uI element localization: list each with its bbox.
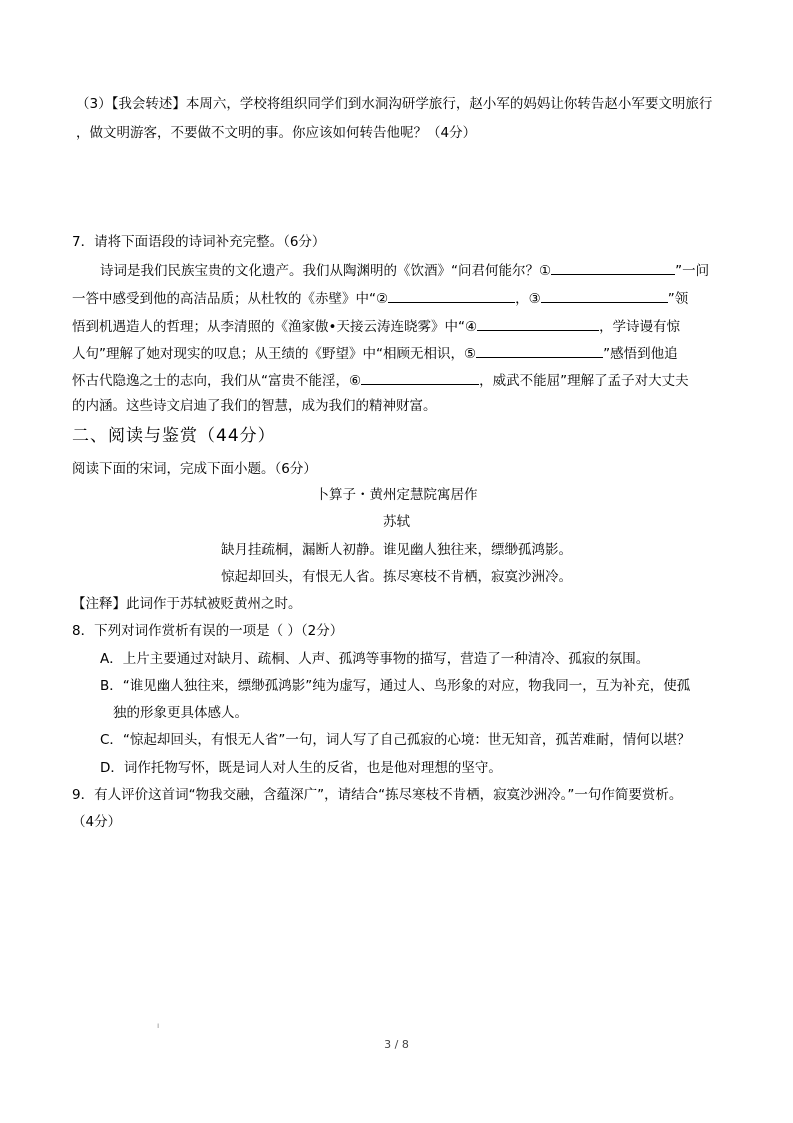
q7-text: ，学诗谩有惊 <box>599 319 681 335</box>
answer-blank-5[interactable] <box>476 343 603 358</box>
answer-blank-4[interactable] <box>477 316 599 331</box>
margin-mark: ı <box>157 1021 160 1030</box>
q8-option-c[interactable]: C．“惊起却回头，有恨无人省”一句，词人写了自己孤寂的心境：世无知音，孤苦难耐，情何以堪？ <box>100 732 691 748</box>
q8-option-b-continued: 独的形象更具体感人。 <box>113 705 248 721</box>
q7-heading: 7．请将下面语段的诗词补充完整。（6分） <box>72 234 326 250</box>
poem-intro: 阅读下面的宋词，完成下面小题。（6分） <box>72 461 317 477</box>
answer-blank-2[interactable] <box>388 288 515 303</box>
answer-blank-1[interactable] <box>551 260 675 275</box>
q7-paragraph-line-1 <box>100 260 709 280</box>
q8-stem: 8．下列对词作赏析有误的一项是（ ）（2分） <box>72 623 344 639</box>
q8-option-b[interactable]: B．“谁见幽人独往来，缥缈孤鸿影”纯为虚写，通过人、鸟形象的对应，物我同一，互为补充，使孤 <box>100 678 691 694</box>
q9-line-2: （4分） <box>72 814 122 830</box>
page-number: 3 / 8 <box>384 1038 409 1051</box>
q7-paragraph-line-4 <box>72 343 678 363</box>
q7-text: ”感悟到他追 <box>603 346 678 362</box>
q3-line-1: （3）【我会转述】本周六，学校将组织同学们到水洞沟研学旅行，赵小军的妈妈让你转告赵小军要文明旅行 <box>76 96 713 112</box>
q7-paragraph-line-2 <box>72 288 688 308</box>
q7-text: 怀古代隐逸之士的志向，我们从“富贵不能淫，⑥ <box>72 373 362 389</box>
q3-line-2: ，做文明游客，不要做不文明的事。你应该如何转告他呢？（4分） <box>76 125 477 141</box>
q7-paragraph-line-6: 的内涵。这些诗文启迪了我们的智慧，成为我们的精神财富。 <box>72 398 437 414</box>
q7-text: ”领 <box>667 291 689 307</box>
answer-blank-6[interactable] <box>361 370 479 385</box>
q7-text: 诗词是我们民族宝贵的文化遗产。我们从陶渊明的《饮酒》“问君何能尔？① <box>100 263 552 279</box>
q7-text: 一答中感受到他的高洁品质；从杜牧的《赤壁》中“② <box>72 291 389 307</box>
q7-paragraph-line-3 <box>72 316 680 336</box>
poem-note: 【注释】此词作于苏轼被贬黄州之时。 <box>72 596 302 612</box>
q7-text: ，③ <box>515 291 541 307</box>
poem-line-1: 缺月挂疏桐，漏断人初静。谁见幽人独往来，缥缈孤鸿影。 <box>221 542 572 558</box>
q7-text: 人句”理解了她对现实的叹息；从王绩的《野望》中“相顾无相识，⑤ <box>72 346 477 362</box>
poem-line-2: 惊起却回头，有恨无人省。拣尽寒枝不肯栖，寂寞沙洲冷。 <box>221 569 572 585</box>
q7-paragraph-line-5 <box>72 370 689 390</box>
q9-line-1: 9．有人评价这首词“物我交融，含蕴深广”，请结合“拣尽寒枝不肯栖，寂寞沙洲冷。”一句作简要赏析。 <box>72 787 683 803</box>
section-title: 二、阅读与鉴赏（44分） <box>72 426 276 446</box>
poem-title: 卜算子・黄州定慧院寓居作 <box>315 487 478 503</box>
answer-blank-3[interactable] <box>541 288 668 303</box>
q7-text: ”一问 <box>675 263 710 279</box>
q8-option-d[interactable]: D．词作托物写怀，既是词人对人生的反省，也是他对理想的坚守。 <box>100 760 502 776</box>
q7-text: 悟到机遇造人的哲理；从李清照的《渔家傲•天接云涛连晓雾》中“④ <box>72 319 478 335</box>
q8-option-a[interactable]: A．上片主要通过对缺月、疏桐、人声、孤鸿等事物的描写，营造了一种清冷、孤寂的氛围。 <box>100 651 650 667</box>
poem-author: 苏轼 <box>383 514 410 530</box>
q7-text: ，威武不能屈”理解了孟子对大丈夫 <box>479 373 689 389</box>
